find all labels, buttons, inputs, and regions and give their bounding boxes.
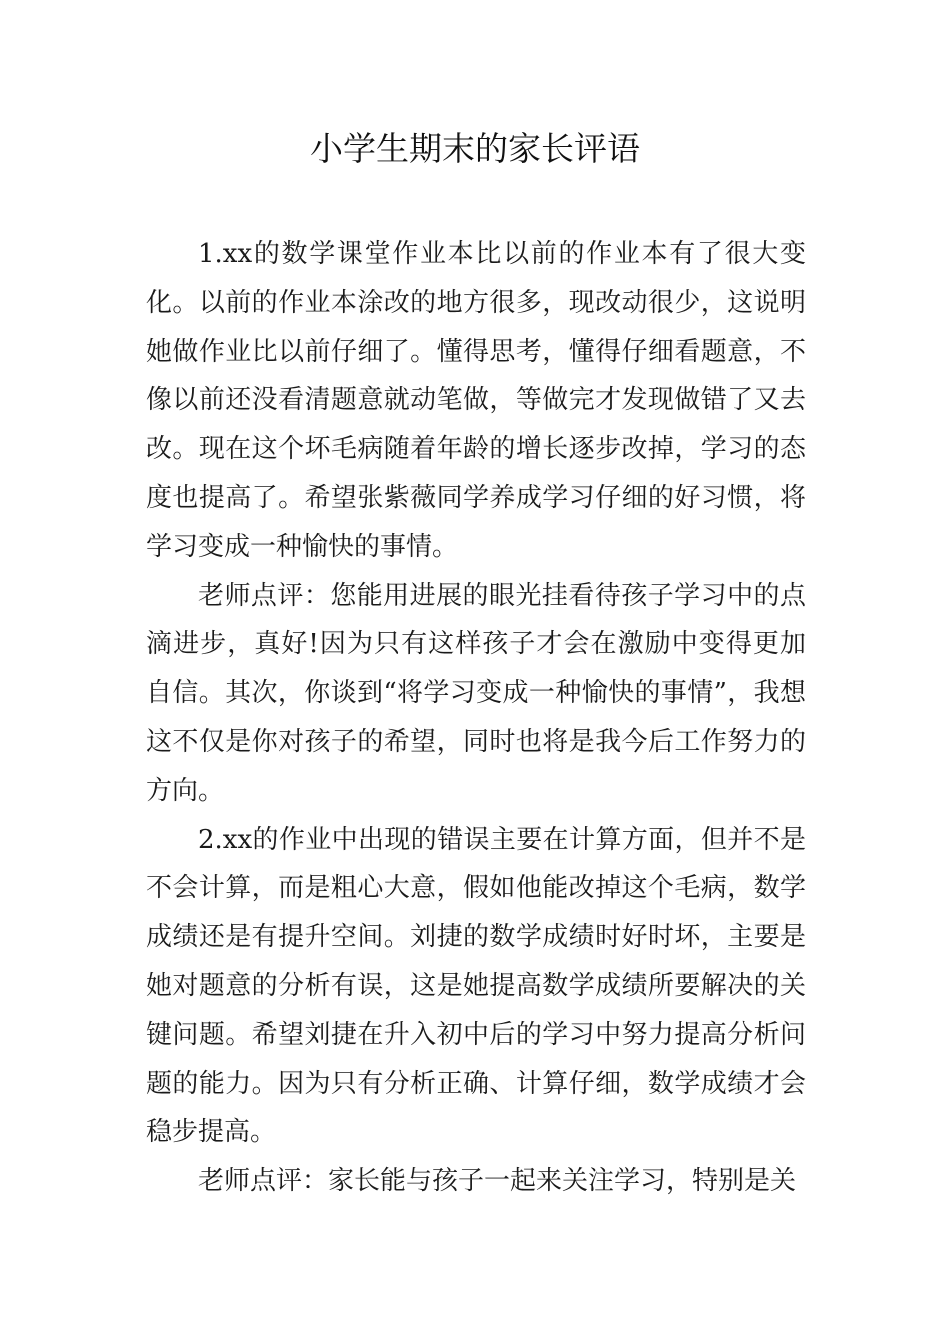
paragraph-1: 1.xx的数学课堂作业本比以前的作业本有了很大变化。以前的作业本涂改的地方很多，现改动很少，这说明她做作业比以前仔细了。懂得思考，懂得仔细看题意，不像以前还没看清题意就动笔做，等做完才发现做错了又去改。现在这个坏毛病随着年龄的增长逐步改掉，学习的态度也提高了。希望张紫薇同学养成学习仔细的好习惯，将学习变成一种愉快的事情。 (146, 239, 806, 562)
document-title: 小学生期末的家长评语 (310, 129, 640, 168)
paragraph-4: 老师点评：家长能与孩子一起来关注学习，特别是关 (198, 1166, 797, 1197)
paragraph-3: 2.xx的作业中出现的错误主要在计算方面，但并不是不会计算，而是粗心大意，假如他能改掉这个毛病，数学成绩还是有提升空间。刘捷的数学成绩时好时坏，主要是她对题意的分析有误，这是她提高数学成绩所要解决的关键问题。希望刘捷在升入初中后的学习中努力提高分析问题的能力。因为只有分析正确、计算仔细，数学成绩才会稳步提高。 (146, 824, 806, 1148)
document-body (146, 230, 806, 1206)
paragraph-2: 老师点评：您能用进展的眼光挂看待孩子学习中的点滴进步，真好!因为只有这样孩子才会在激励中变得更加自信。其次，你谈到“将学习变成一种愉快的事情”，我想这不仅是你对孩子的希望，同时也将是我今后工作努力的方向。 (146, 580, 806, 806)
